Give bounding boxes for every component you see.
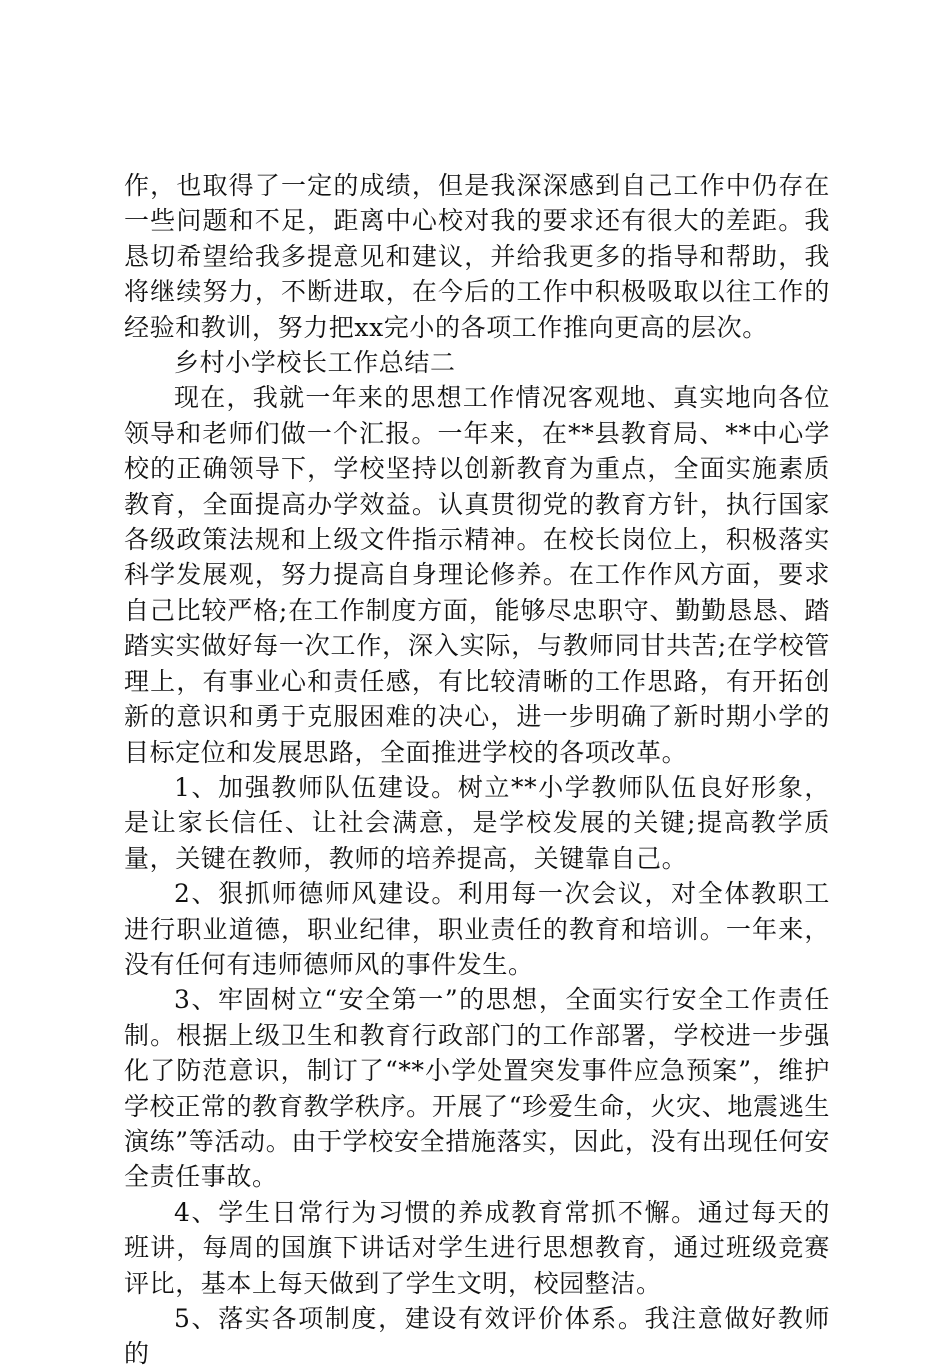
paragraph-continuation: 作，也取得了一定的成绩，但是我深深感到自己工作中仍存在一些问题和不足，距离中心校对我的要求还有很大的差距。我恳切希望给我多提意见和建议，并给我更多的指导和帮助，我将继续努力，不断进取，在今后的工作中积极吸取以往工作的经验和教训，努力把xx完小的各项工作推向更高的层次。 xyxy=(124,171,830,342)
paragraph-intro: 现在，我就一年来的思想工作情况客观地、真实地向各位领导和老师们做一个汇报。一年来，在**县教育局、**中心学校的正确领导下，学校坚持以创新教育为重点，全面实施素质教育，全面提高办学效益。认真贯彻党的教育方针，执行国家各级政策法规和上级文件指示精神。在校长岗位上，积极落实科学发展观，努力提高自身理论修养。在工作作风方面，要求自己比较严格;在工作制度方面，能够尽忠职守、勤勤恳恳、踏踏实实做好每一次工作，深入实际，与教师同甘共苦;在学校管理上，有事业心和责任感，有比较清晰的工作思路，有开拓创新的意识和勇于克服困难的决心，进一步明确了新时期小学的目标定位和发展思路，全面推进学校的各项改革。 xyxy=(124,383,830,767)
paragraph-item-3: 3、牢固树立“安全第一”的思想，全面实行安全工作责任制。根据上级卫生和教育行政部门的工作部署，学校进一步强化了防范意识，制订了“**小学处置突发事件应急预案”，维护学校正常的教育教学秩序。开展了“珍爱生命，火灾、地震逃生演练”等活动。由于学校安全措施落实，因此，没有出现任何安全责任事故。 xyxy=(124,985,830,1192)
section-subtitle: 乡村小学校长工作总结二 xyxy=(174,348,456,378)
paragraph-item-2: 2、狠抓师德师风建设。利用每一次会议，对全体教职工进行职业道德，职业纪律，职业责任的教育和培训。一年来，没有任何有违师德师风的事件发生。 xyxy=(124,879,830,979)
document-page xyxy=(124,168,830,1372)
paragraph-item-4: 4、学生日常行为习惯的养成教育常抓不懈。通过每天的班讲，每周的国旗下讲话对学生进行思想教育，通过班级竞赛评比，基本上每天做到了学生文明，校园整洁。 xyxy=(124,1197,830,1298)
paragraph-item-5: 5、落实各项制度，建设有效评价体系。我注意做好教师的 xyxy=(124,1304,830,1369)
paragraph-item-1: 1、加强教师队伍建设。树立**小学教师队伍良好形象，是让家长信任、让社会满意，是学校发展的关键;提高教学质量，关键在教师，教师的培养提高，关键靠自己。 xyxy=(124,772,830,873)
